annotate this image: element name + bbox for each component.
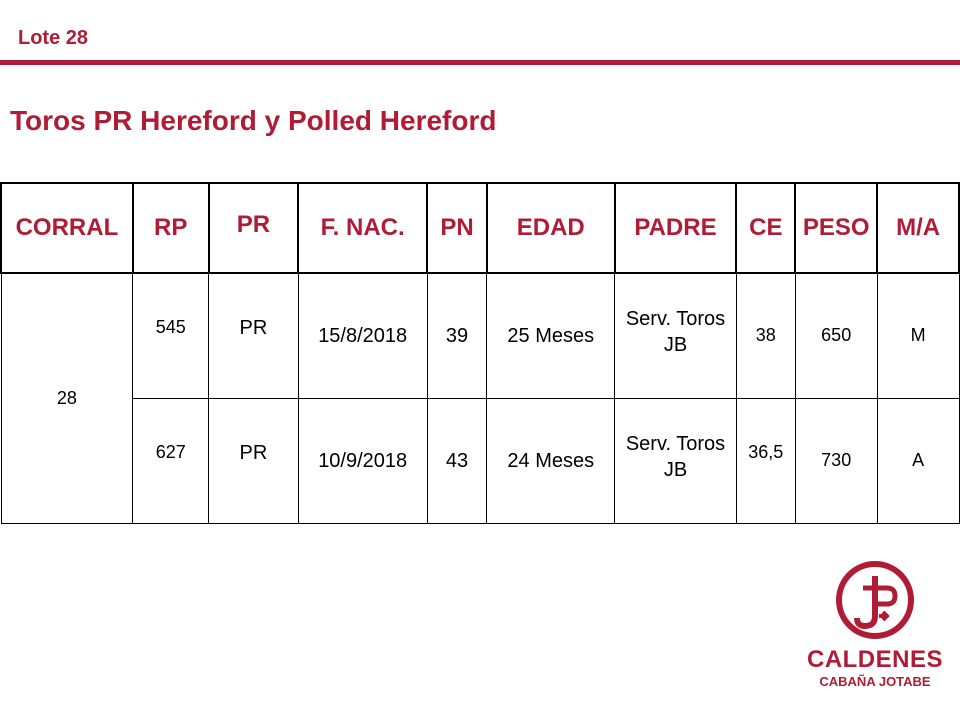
- col-header-pn: PN: [427, 183, 487, 273]
- padre-cell: [615, 399, 737, 524]
- col-header-rp: RP: [133, 183, 209, 273]
- ce-cell: 38: [736, 273, 795, 399]
- brand-logo: [805, 560, 945, 690]
- ce-cell: [736, 399, 795, 524]
- col-header-pr-label: PR: [236, 211, 271, 238]
- pn-cell: 43: [427, 399, 487, 524]
- col-header-pr: [209, 183, 299, 273]
- jb-brand-mark-icon: [835, 560, 915, 640]
- pr-value: PR: [239, 442, 268, 464]
- lot-label: Lote 28: [18, 27, 89, 49]
- rp-value: 545: [155, 317, 186, 338]
- peso-cell: 650: [795, 273, 877, 399]
- col-header-corral: CORRAL: [1, 183, 133, 273]
- table-row: [1, 273, 959, 399]
- logo-name: CALDENES: [806, 646, 943, 673]
- peso-cell: 730: [795, 399, 877, 524]
- fnac-cell: 10/9/2018: [298, 399, 427, 524]
- ma-cell: M: [877, 273, 959, 399]
- padre-cell: [615, 273, 737, 399]
- col-header-ce: CE: [736, 183, 795, 273]
- col-header-ma: M/A: [877, 183, 959, 273]
- table-row: [1, 399, 959, 524]
- edad-cell: 25 Meses: [487, 273, 615, 399]
- header-divider: [0, 60, 960, 65]
- lot-table: [0, 182, 960, 524]
- col-header-padre: PADRE: [615, 183, 737, 273]
- pn-cell: 39: [427, 273, 487, 399]
- col-header-peso: PESO: [795, 183, 877, 273]
- page-title: Toros PR Hereford y Polled Hereford: [10, 105, 497, 136]
- padre-value: Serv. Toros JB: [625, 433, 726, 481]
- pr-cell: [209, 273, 299, 399]
- fnac-cell: 15/8/2018: [298, 273, 427, 399]
- col-header-fnac: F. NAC.: [298, 183, 427, 273]
- ce-value: 36,5: [748, 442, 784, 463]
- ma-cell: A: [877, 399, 959, 524]
- table-header-row: [1, 183, 959, 273]
- padre-value: Serv. Toros JB: [625, 308, 726, 356]
- edad-cell: 24 Meses: [487, 399, 615, 524]
- rp-value: 627: [155, 442, 186, 463]
- rp-cell: [133, 273, 209, 399]
- rp-cell: [133, 399, 209, 524]
- pr-value: PR: [239, 317, 268, 339]
- corral-cell: 28: [1, 273, 133, 524]
- pr-cell: [209, 399, 299, 524]
- logo-subtitle: CABAÑA JOTABE: [819, 674, 931, 689]
- col-header-edad: EDAD: [487, 183, 615, 273]
